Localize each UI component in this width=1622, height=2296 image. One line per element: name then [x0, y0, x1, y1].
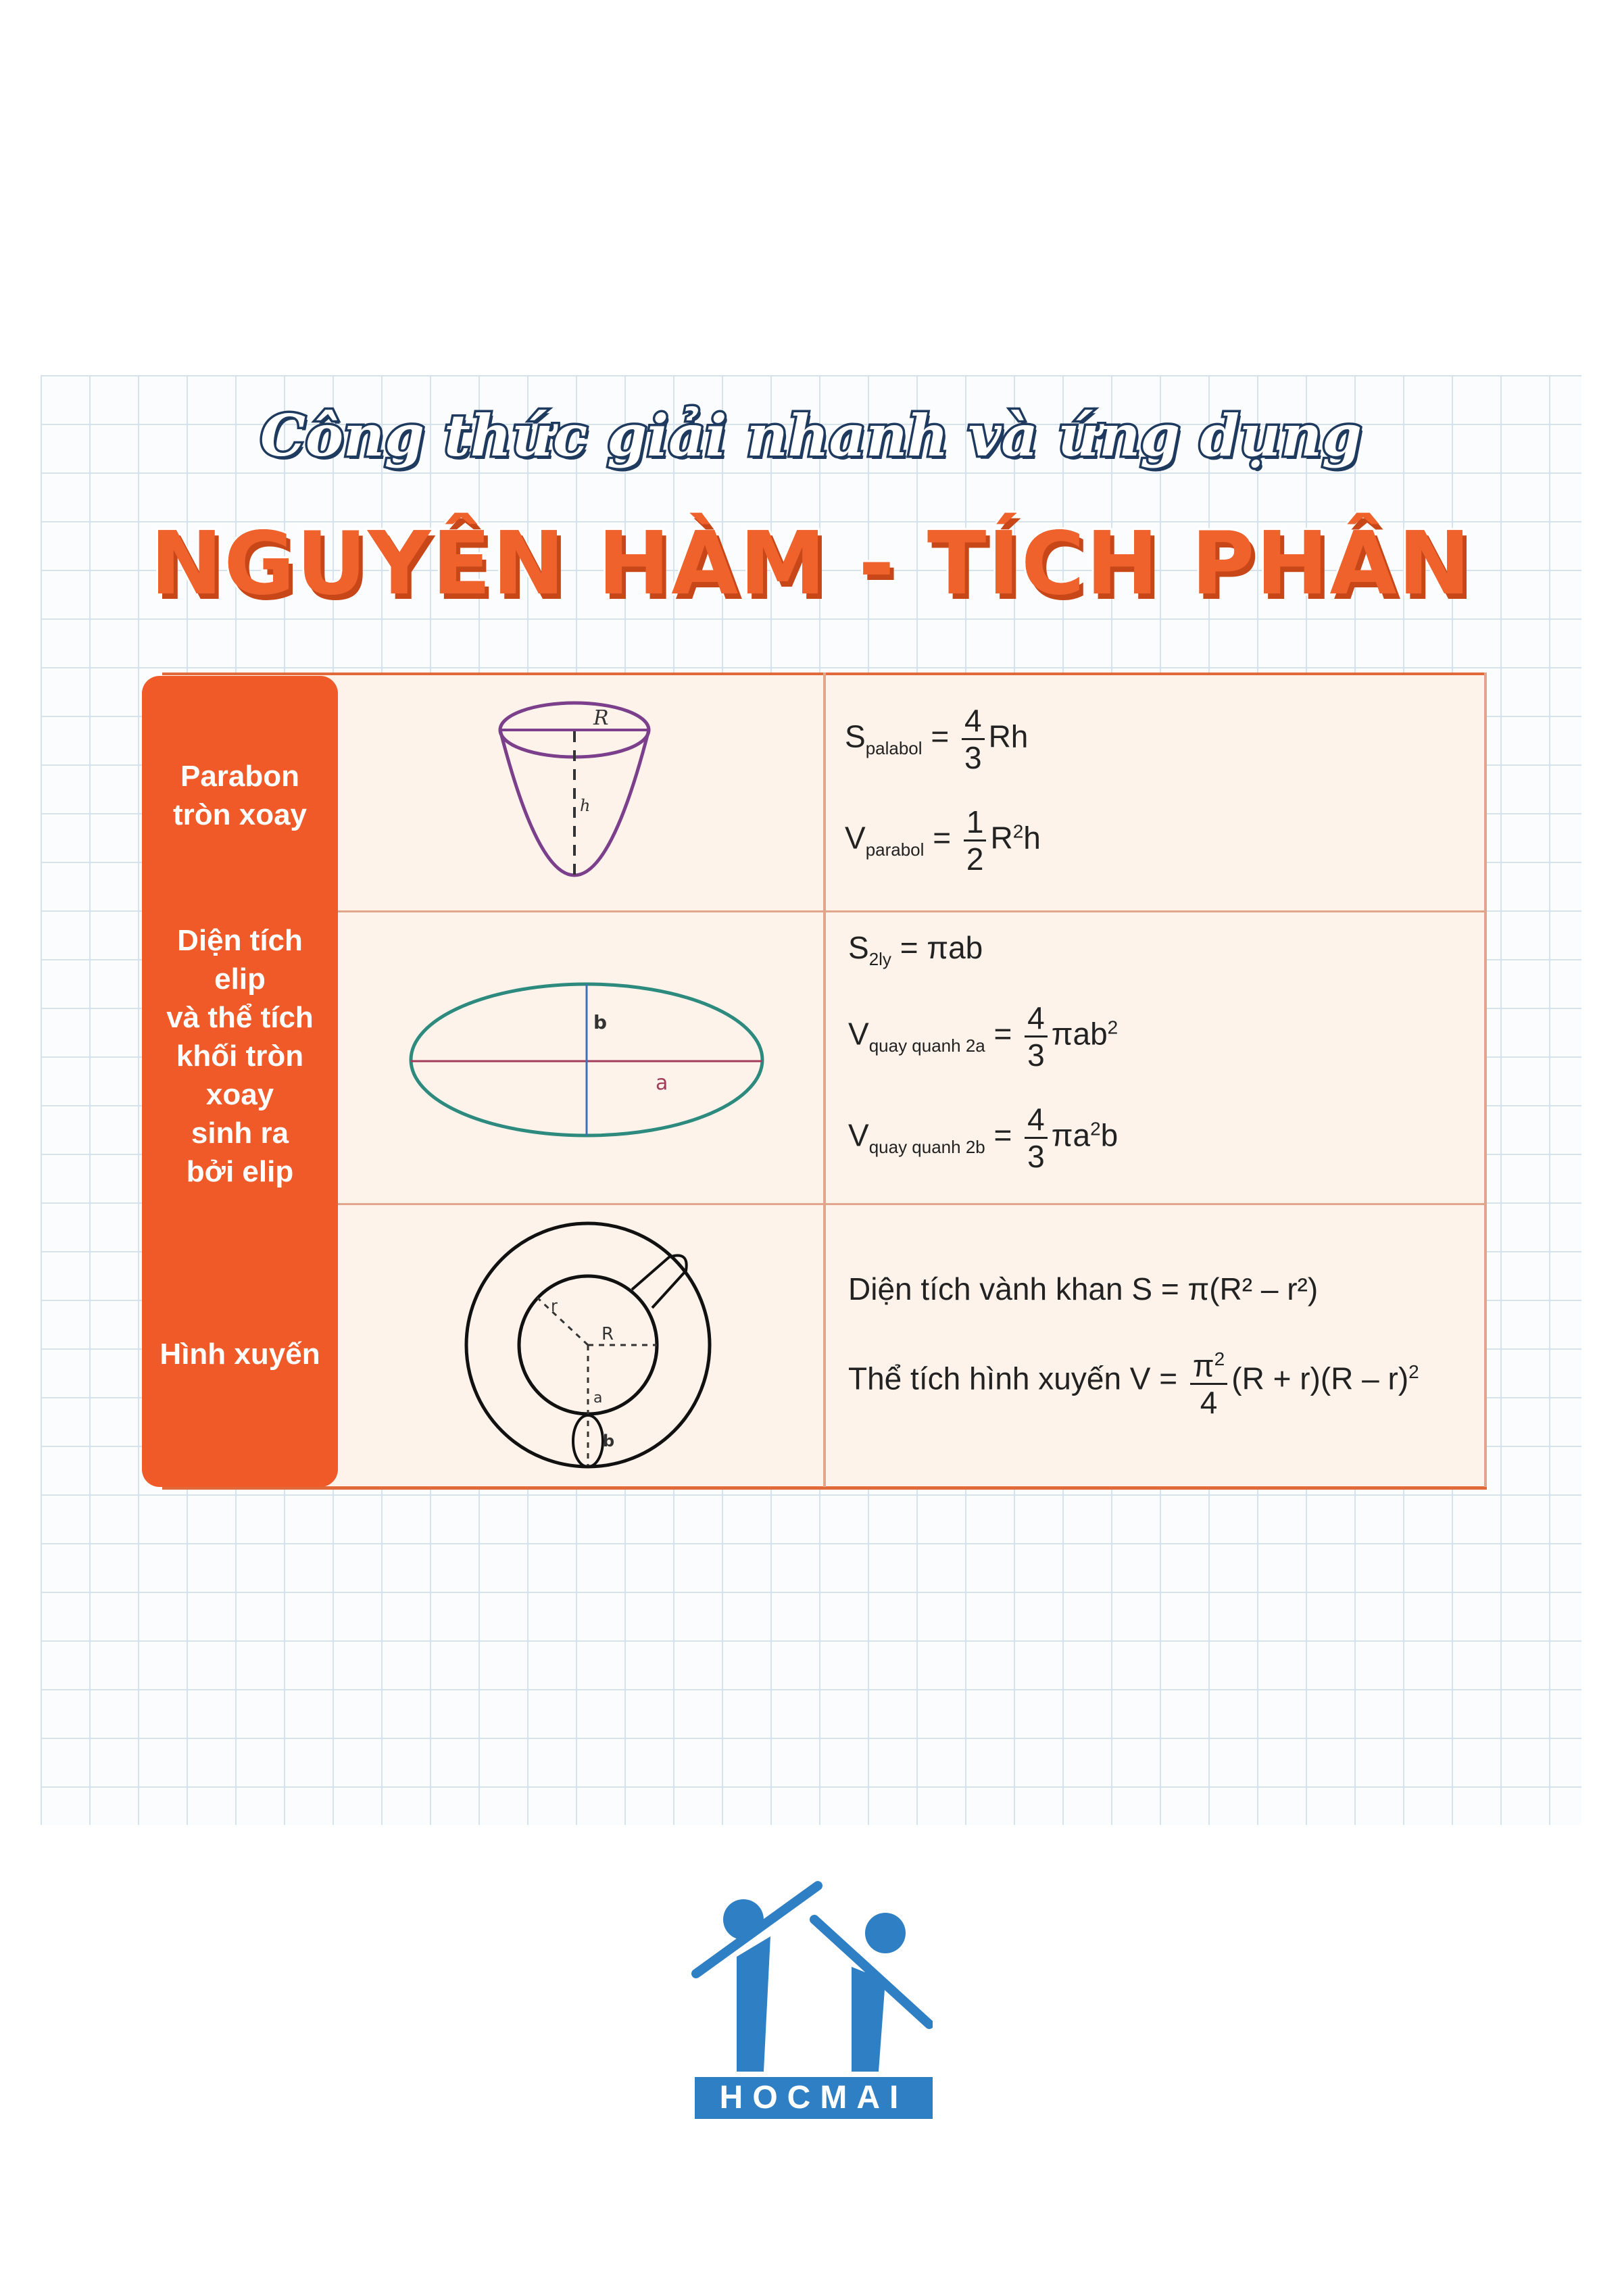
annulus-area-formula: Diện tích vành khan S = π(R² – r²) — [848, 1271, 1319, 1306]
table-right-border — [1484, 673, 1487, 1487]
parabol-area-formula: $S_{palabol}$ = $\frac{4}{3}$ Rh — [845, 703, 1029, 775]
page-subtitle: Công thức giải nhanh và ứng dụng — [260, 402, 1362, 469]
torus-R-label: R — [601, 1324, 614, 1344]
torus-b-label: b — [603, 1432, 615, 1450]
row-label-elip: Diện tích elip và thể tích khối tròn xoay sinh ra bởi elip — [166, 924, 314, 1188]
page-title: NGUYÊN HÀM - TÍCH PHÂN — [150, 514, 1472, 614]
ellipse-diagram — [406, 973, 770, 1149]
parabol-volume-formula: $V_{parabol}$ = $\frac{1}{2}$ $R^2h$ — [845, 804, 1041, 877]
radius-label: R — [593, 706, 609, 730]
ellipse-area-formula: $S_{2ly} = \pi ab$ — [848, 930, 983, 970]
row-divider — [338, 1203, 1487, 1205]
torus-r-label: r — [551, 1296, 558, 1315]
row-label-torus: Hình xuyến — [159, 1338, 320, 1371]
hocmai-logo-text: HOCMAI — [695, 2077, 933, 2119]
row-divider — [338, 910, 1487, 912]
row-label-parabon: Parabon tròn xoay — [172, 760, 308, 831]
paraboloid-diagram — [473, 683, 676, 906]
ellipse-volume-2b-formula: $V_{quay quanh 2b}$ = $\frac{4}{3}$ $\pi a^2b$ — [848, 1102, 1119, 1174]
torus-diagram — [460, 1210, 730, 1480]
height-label: h — [580, 796, 591, 815]
ellipse-volume-2a-formula: $V_{quay quanh 2a}$ = $\frac{4}{3}$ πab$^2$ — [848, 1000, 1119, 1073]
semi-axis-a-label: a — [656, 1071, 668, 1095]
torus-volume-formula: Thể tích hình xuyến V = $\frac{\pi^2}{4}$ (R + r)(R – r)$^2$ — [848, 1342, 1419, 1420]
semi-axis-b-label: b — [593, 1011, 608, 1033]
torus-a-label: a — [593, 1390, 603, 1407]
column-divider — [823, 673, 826, 1487]
